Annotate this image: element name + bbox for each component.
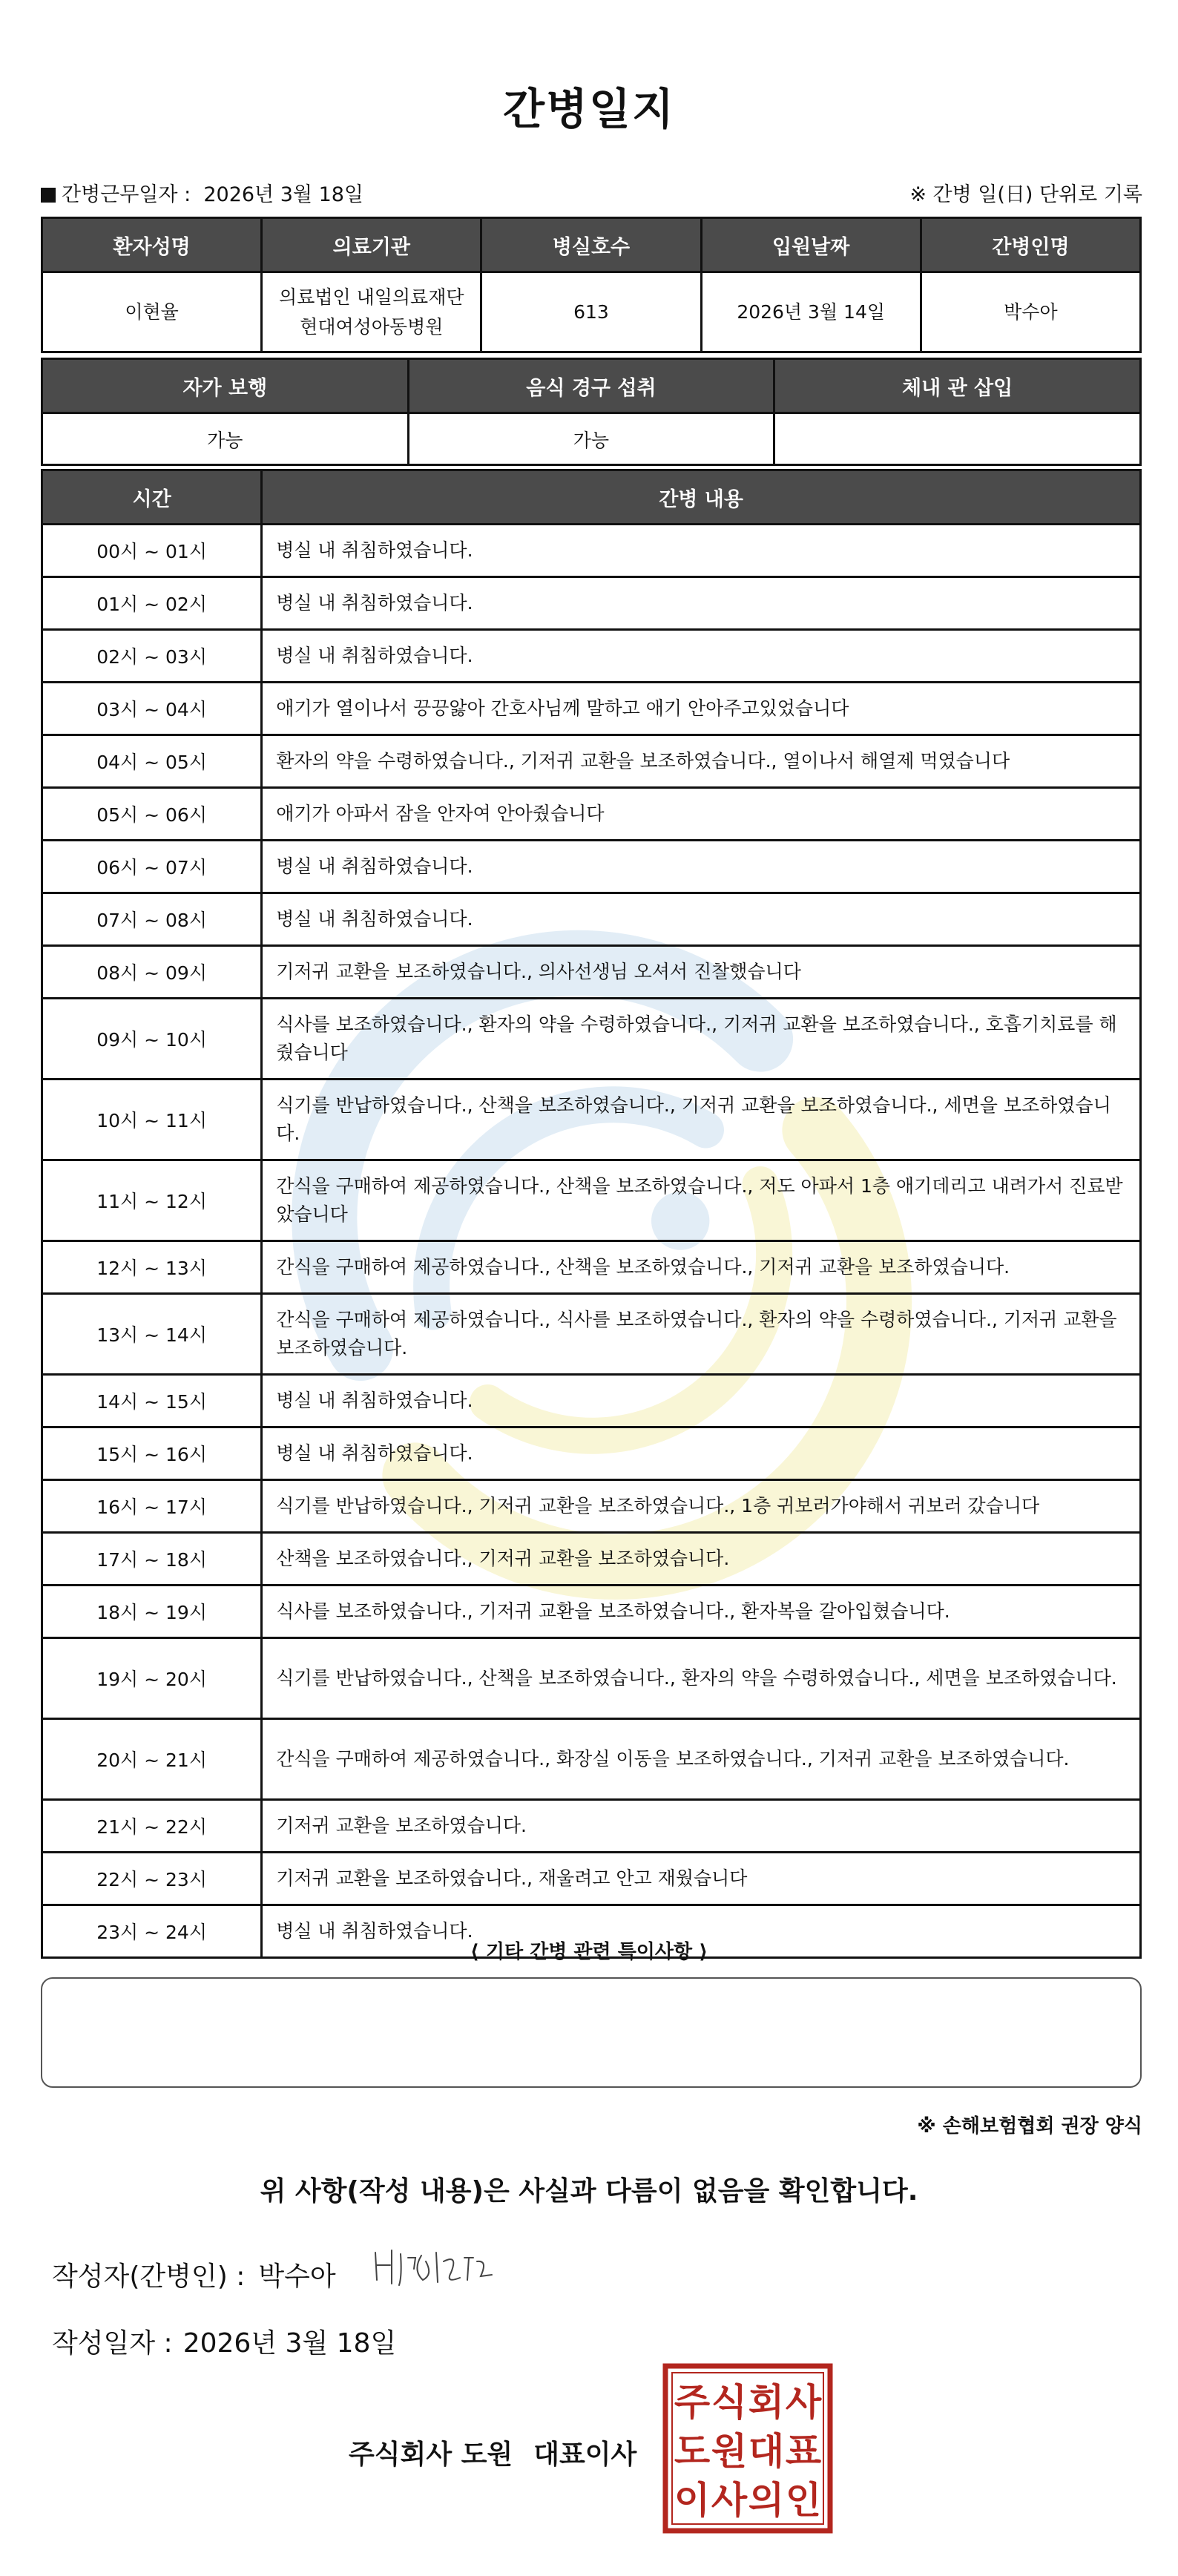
confirm-statement: 위 사항(작성 내용)은 사실과 다름이 없음을 확인합니다. <box>260 2176 918 2207</box>
seal-char: 식 <box>711 2381 748 2424</box>
log-row <box>42 683 1141 735</box>
writer-label: 작성자(간병인) : <box>52 2261 246 2292</box>
log-time: 21시 ~ 22시 <box>42 1800 262 1853</box>
seal-char: 원 <box>711 2430 748 2473</box>
handwritten-signature-icon <box>369 2239 503 2299</box>
log-time: 16시 ~ 17시 <box>42 1480 262 1533</box>
log-content: 병실 내 취침하였습니다. <box>262 577 1141 630</box>
log-row <box>42 1241 1141 1294</box>
seal-char: 의 <box>748 2479 785 2522</box>
write-date-line <box>52 2322 396 2360</box>
caregiver-name: 박수아 <box>921 272 1140 352</box>
log-row <box>42 1800 1141 1853</box>
log-row <box>42 788 1141 841</box>
log-row <box>42 630 1141 683</box>
special-notes-box <box>41 1977 1142 2088</box>
log-row <box>42 1853 1141 1905</box>
log-content: 기저귀 교환을 보조하였습니다., 재울려고 안고 재웠습니다 <box>262 1853 1141 1905</box>
log-content: 간식을 구매하여 제공하였습니다., 산책을 보조하였습니다., 기저귀 교환을 보조하였습니다. <box>262 1241 1141 1294</box>
work-date <box>41 178 363 207</box>
log-row <box>42 1480 1141 1533</box>
recommend-note: ※ 손해보험협회 권장 양식 <box>917 2115 1142 2138</box>
writer-name: 박수아 <box>258 2261 336 2292</box>
header-room: 병실호수 <box>481 218 701 272</box>
write-date-label: 작성일자 : <box>52 2328 173 2359</box>
admission-date: 2026년 3월 14일 <box>701 272 921 352</box>
seal-char: 도 <box>674 2430 711 2473</box>
log-content: 간식을 구매하여 제공하였습니다., 산책을 보조하였습니다., 저도 아파서 1층 애기데리고 내려가서 진료받았습니다 <box>262 1160 1141 1241</box>
log-time: 01시 ~ 02시 <box>42 577 262 630</box>
log-content: 병실 내 취침하였습니다. <box>262 893 1141 946</box>
log-content: 식기를 반납하였습니다., 산책을 보조하였습니다., 환자의 약을 수령하였습니다., 세면을 보조하였습니다. <box>262 1638 1141 1719</box>
work-date-value: 2026년 3월 18일 <box>203 183 364 206</box>
log-row <box>42 1719 1141 1800</box>
log-time: 11시 ~ 12시 <box>42 1160 262 1241</box>
log-content: 병실 내 취침하였습니다. <box>262 1905 1141 1958</box>
header-oral-intake: 음식 경구 섭취 <box>408 359 774 413</box>
log-table-header <box>42 470 1141 525</box>
log-content: 식사를 보조하였습니다., 기저귀 교환을 보조하였습니다., 환자복을 갈아입혔습니다. <box>262 1586 1141 1638</box>
log-content: 식기를 반납하였습니다., 기저귀 교환을 보조하였습니다., 1층 귀보러가야해서 귀보러 갔습니다 <box>262 1480 1141 1533</box>
log-time: 14시 ~ 15시 <box>42 1375 262 1427</box>
institution-line2: 현대여성아동병원 <box>300 315 444 338</box>
patient-info-table <box>41 217 1142 353</box>
header-patient-name: 환자성명 <box>42 218 262 272</box>
patient-table-header <box>42 218 1141 272</box>
patient-table-row <box>42 272 1141 352</box>
log-time: 00시 ~ 01시 <box>42 525 262 577</box>
log-time: 07시 ~ 08시 <box>42 893 262 946</box>
oral-intake-value: 가능 <box>408 413 774 465</box>
log-content: 병실 내 취침하였습니다. <box>262 1375 1141 1427</box>
log-content: 식기를 반납하였습니다., 산책을 보조하였습니다., 기저귀 교환을 보조하였습니다., 세면을 보조하였습니다. <box>262 1080 1141 1160</box>
log-row <box>42 1294 1141 1375</box>
log-table-body <box>42 525 1141 1958</box>
log-row <box>42 1160 1141 1241</box>
log-row <box>42 1905 1141 1958</box>
log-time: 23시 ~ 24시 <box>42 1905 262 1958</box>
seal-char: 표 <box>785 2430 822 2473</box>
work-date-label: 간병근무일자 : <box>62 183 191 206</box>
log-time: 17시 ~ 18시 <box>42 1533 262 1586</box>
log-row <box>42 1080 1141 1160</box>
log-content: 기저귀 교환을 보조하였습니다., 의사선생님 오셔서 진찰했습니다 <box>262 946 1141 999</box>
header-time: 시간 <box>42 470 262 525</box>
log-content: 식사를 보조하였습니다., 환자의 약을 수령하였습니다., 기저귀 교환을 보조하였습니다., 호흡기치료를 해줬습니다 <box>262 999 1141 1080</box>
log-time: 19시 ~ 20시 <box>42 1638 262 1719</box>
seal-char: 사 <box>785 2381 822 2424</box>
seal-char: 이 <box>674 2479 711 2522</box>
status-table-header <box>42 359 1141 413</box>
log-content: 병실 내 취침하였습니다. <box>262 630 1141 683</box>
seal-char: 회 <box>748 2381 785 2424</box>
log-time: 20시 ~ 21시 <box>42 1719 262 1800</box>
log-time: 12시 ~ 13시 <box>42 1241 262 1294</box>
log-time: 08시 ~ 09시 <box>42 946 262 999</box>
log-row <box>42 946 1141 999</box>
header-content: 간병 내용 <box>262 470 1141 525</box>
log-time: 13시 ~ 14시 <box>42 1294 262 1375</box>
log-row <box>42 525 1141 577</box>
header-institution: 의료기관 <box>262 218 481 272</box>
log-row <box>42 1375 1141 1427</box>
institution <box>262 272 481 352</box>
log-time: 06시 ~ 07시 <box>42 841 262 893</box>
company-line <box>349 2434 636 2471</box>
log-content: 기저귀 교환을 보조하였습니다. <box>262 1800 1141 1853</box>
log-row <box>42 999 1141 1080</box>
log-row <box>42 1638 1141 1719</box>
header-tube-insertion: 체내 관 삽입 <box>774 359 1141 413</box>
log-content: 간식을 구매하여 제공하였습니다., 화장실 이동을 보조하였습니다., 기저귀 교환을 보조하였습니다. <box>262 1719 1141 1800</box>
log-row <box>42 577 1141 630</box>
log-row <box>42 893 1141 946</box>
log-content: 병실 내 취침하였습니다. <box>262 525 1141 577</box>
special-notes-title: ⟨ 기타 간병 관련 특이사항 ⟩ <box>470 1941 708 1963</box>
seal-char: 주 <box>674 2381 711 2424</box>
unit-note: ※ 간병 일(日) 단위로 기록 <box>909 183 1142 206</box>
room-number: 613 <box>481 272 701 352</box>
log-time: 05시 ~ 06시 <box>42 788 262 841</box>
header-admission-date: 입원날짜 <box>701 218 921 272</box>
status-table-row <box>42 413 1141 465</box>
write-date-value: 2026년 3월 18일 <box>182 2328 397 2359</box>
log-content: 애기가 아파서 잠을 안자여 안아줬습니다 <box>262 788 1141 841</box>
company-seal-icon <box>662 2363 833 2534</box>
log-time: 09시 ~ 10시 <box>42 999 262 1080</box>
log-content: 병실 내 취침하였습니다. <box>262 1427 1141 1480</box>
log-content: 환자의 약을 수령하였습니다., 기저귀 교환을 보조하였습니다., 열이나서 해열제 먹였습니다 <box>262 735 1141 788</box>
square-bullet-icon <box>41 188 56 203</box>
patient-name: 이현율 <box>42 272 262 352</box>
institution-line1: 의료법인 내일의료재단 <box>279 286 464 308</box>
meta-row <box>41 178 1142 208</box>
log-time: 15시 ~ 16시 <box>42 1427 262 1480</box>
patient-status-table <box>41 358 1142 466</box>
self-walking-value: 가능 <box>42 413 409 465</box>
seal-char: 사 <box>711 2479 748 2522</box>
log-row <box>42 1427 1141 1480</box>
log-time: 02시 ~ 03시 <box>42 630 262 683</box>
header-caregiver-name: 간병인명 <box>921 218 1140 272</box>
log-time: 10시 ~ 11시 <box>42 1080 262 1160</box>
hourly-log-table <box>41 469 1142 1959</box>
log-content: 애기가 열이나서 끙끙앓아 간호사님께 말하고 애기 안아주고있었습니다 <box>262 683 1141 735</box>
log-time: 22시 ~ 23시 <box>42 1853 262 1905</box>
company-ceo-title: 대표이사 <box>533 2439 637 2470</box>
tube-insertion-value <box>774 413 1141 465</box>
company-name: 주식회사 도원 <box>349 2439 513 2470</box>
log-row <box>42 841 1141 893</box>
log-content: 병실 내 취침하였습니다. <box>262 841 1141 893</box>
log-row <box>42 1586 1141 1638</box>
document-title: 간병일지 <box>502 84 676 134</box>
log-content: 산책을 보조하였습니다., 기저귀 교환을 보조하였습니다. <box>262 1533 1141 1586</box>
log-row <box>42 1533 1141 1586</box>
log-time: 18시 ~ 19시 <box>42 1586 262 1638</box>
seal-char: 인 <box>785 2479 822 2522</box>
header-self-walking: 자가 보행 <box>42 359 409 413</box>
log-time: 03시 ~ 04시 <box>42 683 262 735</box>
log-row <box>42 735 1141 788</box>
log-content: 간식을 구매하여 제공하였습니다., 식사를 보조하였습니다., 환자의 약을 수령하였습니다., 기저귀 교환을 보조하였습니다. <box>262 1294 1141 1375</box>
writer-line <box>52 2255 336 2293</box>
log-time: 04시 ~ 05시 <box>42 735 262 788</box>
seal-char: 대 <box>748 2430 785 2473</box>
